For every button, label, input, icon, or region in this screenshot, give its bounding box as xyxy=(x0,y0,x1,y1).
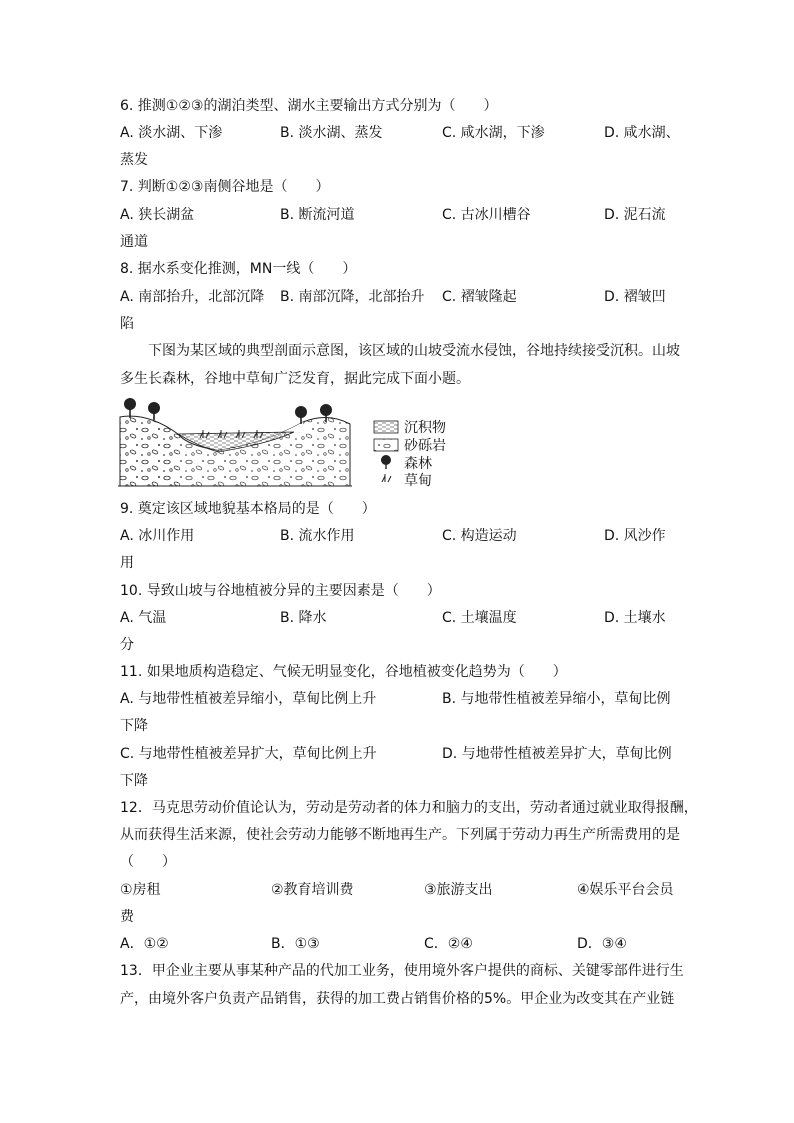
q8-option-b: B. 南部沉降，北部抬升 xyxy=(280,289,425,305)
q12-option-c: C．②④ xyxy=(424,936,473,952)
q10-option-a: A. 气温 xyxy=(120,610,167,626)
q11-option-a: A. 与地带性植被差异缩小，草甸比例上升 xyxy=(120,691,377,707)
profile-diagram xyxy=(118,394,458,488)
question-12-line-3: （ ） xyxy=(120,854,176,870)
meadow-legend-icon xyxy=(382,474,391,482)
passage-line-2: 多生长森林，谷地中草甸广泛发育，据此完成下面小题。 xyxy=(120,371,470,387)
q10-option-d: D. 土壤水 xyxy=(604,610,666,626)
gravel-legend-symbol xyxy=(374,439,398,451)
q12-item-3: ③旅游支出 xyxy=(424,882,493,898)
q10-option-d-wrap: 分 xyxy=(120,637,134,653)
q8-option-d: D. 褶皱凹 xyxy=(604,289,666,305)
q11-option-b-wrap: 下降 xyxy=(120,718,148,734)
q11-option-c: C. 与地带性植被差异扩大，草甸比例上升 xyxy=(120,746,377,762)
q12-option-b: B．①③ xyxy=(271,936,320,952)
q9-option-d: D. 风沙作 xyxy=(604,528,666,544)
q7-option-d: D. 泥石流 xyxy=(604,207,666,223)
q7-option-b: B. 断流河道 xyxy=(280,207,355,223)
legend-forest-label: 森林 xyxy=(404,456,432,472)
question-12-line-1: 12．马克思劳动价值论认为，劳动是劳动者的体力和脑力的支出，劳动者通过就业取得报酬， xyxy=(120,800,698,816)
legend-sediment-label: 沉积物 xyxy=(404,420,446,436)
question-9-stem: 9. 奠定该区域地貌基本格局的是（ ） xyxy=(120,501,376,517)
q12-item-4-wrap: 费 xyxy=(120,909,134,925)
q7-option-c: C. 古冰川槽谷 xyxy=(442,207,531,223)
sediment-legend-symbol xyxy=(374,421,398,433)
passage-line-1: 下图为某区域的典型剖面示意图，该区域的山坡受流水侵蚀，谷地持续接受沉积。山坡 xyxy=(148,343,680,359)
q9-option-d-wrap: 用 xyxy=(120,555,134,571)
question-11-stem: 11. 如果地质构造稳定、气候无明显变化，谷地植被变化趋势为（ ） xyxy=(120,664,567,680)
question-10-stem: 10. 导致山坡与谷地植被分异的主要因素是（ ） xyxy=(120,583,441,599)
legend-gravel-label: 砂砾岩 xyxy=(404,438,446,454)
q6-option-d-wrap: 蒸发 xyxy=(120,152,148,168)
forest-icon xyxy=(124,398,332,424)
q9-option-c: C. 构造运动 xyxy=(442,528,517,544)
q12-item-1: ①房租 xyxy=(120,882,161,898)
q6-option-c: C. 咸水湖，下渗 xyxy=(442,125,545,141)
question-13-line-2: 产，由境外客户负责产品销售，获得的加工费占销售价格的5%。甲企业为改变其在产业链 xyxy=(120,991,675,1007)
question-13-line-1: 13．甲企业主要从事某种产品的代加工业务，使用境外客户提供的商标、关键零部件进行生 xyxy=(120,963,684,979)
q8-option-a: A. 南部抬升，北部沉降 xyxy=(120,289,265,305)
question-8-stem: 8. 据水系变化推测，MN一线（ ） xyxy=(120,261,357,277)
q12-option-a: A．①② xyxy=(120,936,169,952)
q8-option-d-wrap: 陷 xyxy=(120,316,134,332)
q6-option-d: D. 咸水湖、 xyxy=(604,125,680,141)
q6-option-b: B. 淡水湖、蒸发 xyxy=(280,125,383,141)
q8-option-c: C. 褶皱隆起 xyxy=(442,289,517,305)
question-7-stem: 7. 判断①②③南侧谷地是（ ） xyxy=(120,179,330,195)
q6-option-a: A. 淡水湖、下渗 xyxy=(120,125,223,141)
cross-section xyxy=(118,416,352,486)
q9-option-b: B. 流水作用 xyxy=(280,528,355,544)
q11-option-b: B. 与地带性植被差异缩小，草甸比例 xyxy=(442,691,671,707)
forest-legend-icon xyxy=(381,455,391,469)
q10-option-b: B. 降水 xyxy=(280,610,327,626)
question-12-line-2: 从而获得生活来源，使社会劳动力能够不断地再生产。下列属于劳动力再生产所需费用的是 xyxy=(120,827,680,843)
legend-meadow-label: 草甸 xyxy=(404,473,432,489)
q7-option-a: A. 狭长湖盆 xyxy=(120,207,195,223)
q12-item-4: ④娱乐平台会员 xyxy=(577,882,674,898)
q10-option-c: C. 土壤温度 xyxy=(442,610,517,626)
q12-item-2: ②教育培训费 xyxy=(271,882,354,898)
question-6-stem: 6. 推测①②③的湖泊类型、湖水主要输出方式分别为（ ） xyxy=(120,98,498,114)
q11-option-d-wrap: 下降 xyxy=(120,773,148,789)
q9-option-a: A. 冰川作用 xyxy=(120,528,195,544)
q12-option-d: D．③④ xyxy=(577,936,627,952)
q11-option-d: D. 与地带性植被差异扩大，草甸比例 xyxy=(442,746,672,762)
q7-option-d-wrap: 通道 xyxy=(120,234,148,250)
